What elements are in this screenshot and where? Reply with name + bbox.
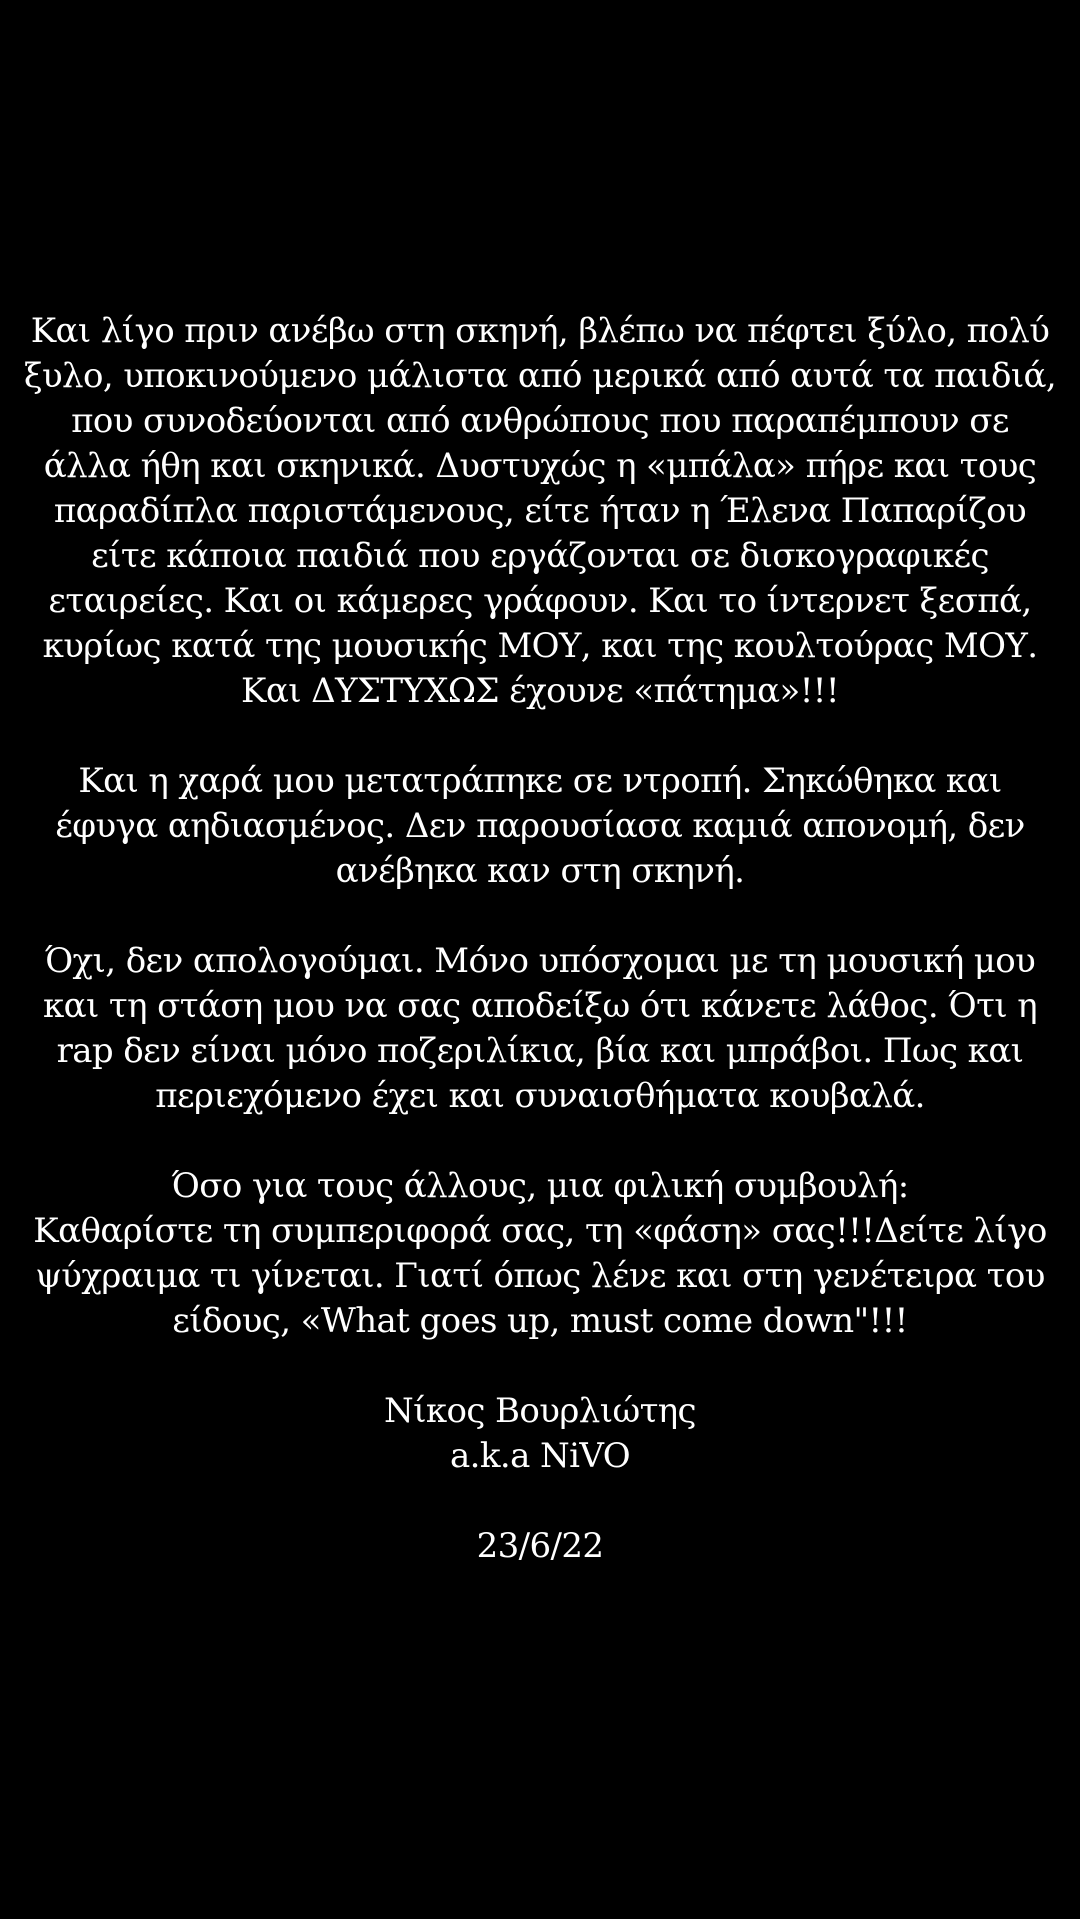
text-line: Και λίγο πριν ανέβω στη σκηνή, βλέπω να πέφτει ξύλο, πολύ	[30, 311, 1050, 351]
date-block	[0, 1524, 1080, 1569]
text-line: παραδίπλα παριστάμενους, είτε ήταν η Έλενα Παπαρίζου	[53, 491, 1027, 531]
signature-block	[0, 1389, 1080, 1479]
paragraph-spacer	[0, 894, 1080, 939]
signature-name: Νίκος Βουρλιώτης	[384, 1391, 696, 1431]
text-line: άλλα ήθη και σκηνικά. Δυστυχώς η «μπάλα» πήρε και τους	[43, 446, 1037, 486]
text-line: είτε κάποια παιδιά που εργάζονται σε δισκογραφικές	[91, 536, 989, 576]
text-line: που συνοδεύονται από ανθρώπους που παραπέμπουν σε	[71, 401, 1009, 441]
text-line: και τη στάση μου να σας αποδείξω ότι κάνετε λάθος. Ότι η	[42, 986, 1038, 1026]
paragraph-spacer	[0, 714, 1080, 759]
text-line: έφυγα αηδιασμένος. Δεν παρουσίασα καμιά απονομή, δεν	[55, 806, 1025, 846]
text-line: rap δεν είναι μόνο ποζεριλίκια, βία και μπράβοι. Πως και	[56, 1031, 1024, 1071]
text-line: Όχι, δεν απολογούμαι. Μόνο υπόσχομαι με τη μουσική μου	[44, 941, 1036, 981]
paragraph-reaction	[0, 759, 1080, 894]
text-line: είδους, «What goes up, must come down"!!!	[172, 1301, 908, 1341]
paragraph-spacer	[0, 1479, 1080, 1524]
paragraph-advice	[0, 1164, 1080, 1344]
text-line: περιεχόμενο έχει και συναισθήματα κουβαλά.	[155, 1076, 925, 1116]
signature-alias: a.k.a NiVO	[449, 1436, 631, 1476]
text-line: ανέβηκα καν στη σκηνή.	[335, 851, 745, 891]
text-line: Και η χαρά μου μετατράπηκε σε ντροπή. Σηκώθηκα και	[78, 761, 1002, 801]
text-line: Καθαρίστε τη συμπεριφορά σας, τη «φάση» σας!!!Δείτε λίγο	[33, 1211, 1047, 1251]
text-line: κυρίως κατά της μουσικής ΜΟΥ, και της κουλτούρας ΜΟΥ.	[42, 626, 1038, 666]
text-line: ψύχραιμα τι γίνεται. Γιατί όπως λένε και στη γενέτειρα του	[35, 1256, 1045, 1296]
paragraph-spacer	[0, 1119, 1080, 1164]
text-line: ξυλο, υποκινούμενο μάλιστα από μερικά από αυτά τα παιδιά,	[23, 356, 1057, 396]
text-line: Και ΔΥΣΤΥΧΩΣ έχουνε «πάτημα»!!!	[241, 671, 839, 711]
paragraph-stance	[0, 939, 1080, 1119]
paragraph-spacer	[0, 1344, 1080, 1389]
text-line: εταιρείες. Και οι κάμερες γράφουν. Και το ίντερνετ ξεσπά,	[48, 581, 1032, 621]
post-date: 23/6/22	[476, 1526, 604, 1566]
text-line: Όσο για τους άλλους, μια φιλική συμβουλή:	[171, 1166, 909, 1206]
paragraph-incident	[0, 309, 1080, 714]
